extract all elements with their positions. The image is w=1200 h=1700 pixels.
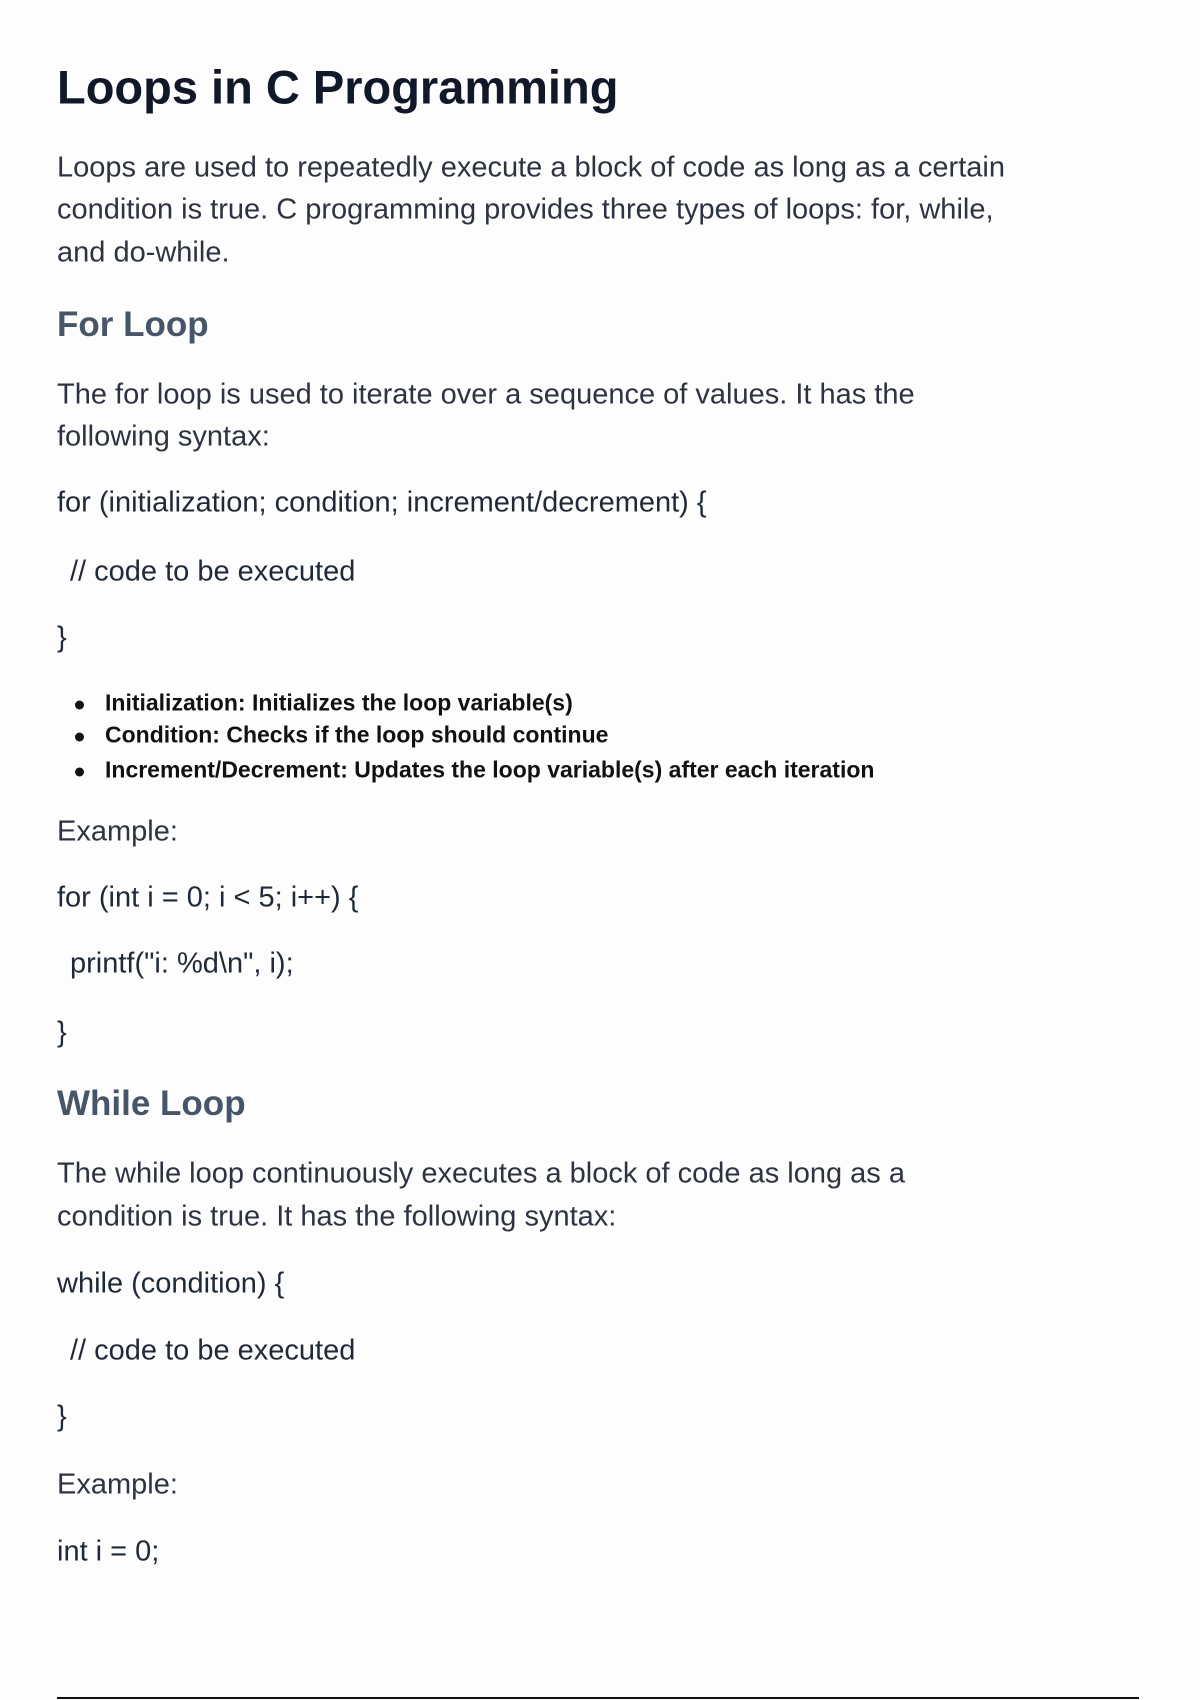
for-loop-heading: For Loop [57,305,209,344]
example-line: for (int i = 0; i < 5; i++) { [57,881,359,914]
bullet-item: Condition: Checks if the loop should continue [105,721,609,748]
for-desc-line: The for loop is used to iterate over a sequence of values. It has the [57,378,915,411]
page-title: Loops in C Programming [57,60,619,114]
while-syntax-line: // code to be executed [70,1334,356,1367]
for-syntax-line: } [57,621,67,654]
intro-line: and do-while. [57,236,230,269]
intro-line: Loops are used to repeatedly execute a block of code as long as a certain [57,151,1005,184]
bullet-icon [75,768,84,777]
intro-line: condition is true. C programming provides three types of loops: for, while, [57,193,994,226]
while-desc-line: The while loop continuously executes a block of code as long as a [57,1157,905,1190]
divider [57,1697,1139,1699]
example-line: printf("i: %d\n", i); [70,947,294,980]
for-desc-line: following syntax: [57,420,270,453]
example-line: int i = 0; [57,1535,160,1568]
for-syntax-line: // code to be executed [70,555,356,588]
while-syntax-line: } [57,1400,67,1433]
bullet-icon [75,733,84,742]
for-syntax-line: for (initialization; condition; increment/decrement) { [57,486,707,519]
while-desc-line: condition is true. It has the following syntax: [57,1200,617,1233]
bullet-item: Increment/Decrement: Updates the loop variable(s) after each iteration [105,756,875,783]
bullet-icon [75,701,84,710]
while-syntax-line: while (condition) { [57,1267,285,1300]
example-line: } [57,1016,67,1049]
bullet-item: Initialization: Initializes the loop variable(s) [105,689,573,716]
example-label: Example: [57,815,178,848]
example-label: Example: [57,1468,178,1501]
while-loop-heading: While Loop [57,1084,246,1123]
